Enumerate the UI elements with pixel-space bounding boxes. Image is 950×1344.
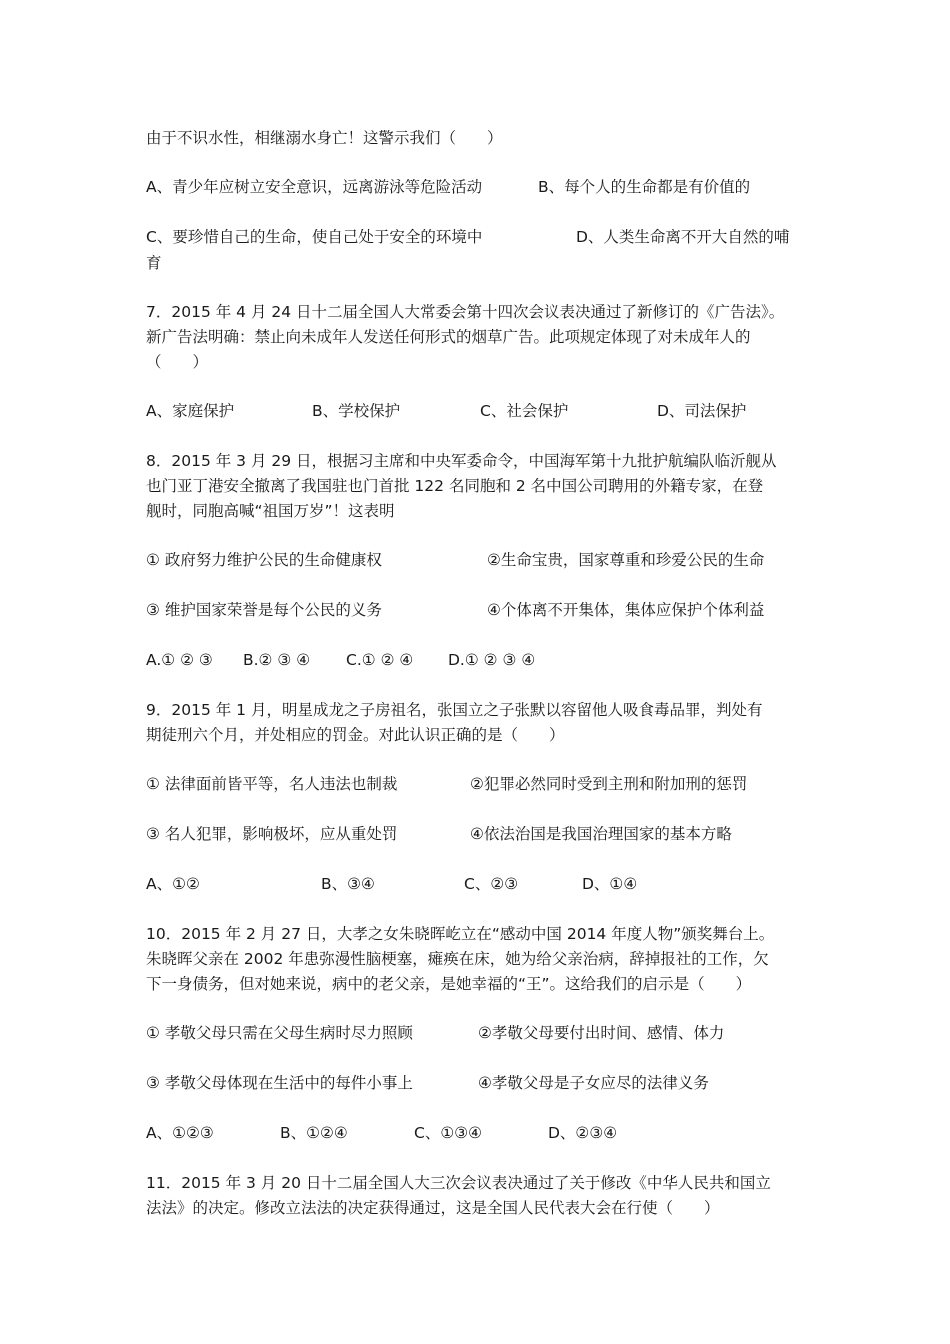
question-8-option-d[interactable]: D.① ② ③ ④ <box>448 651 536 669</box>
question-8-statement-4: ④个体离不开集体，集体应保护个体利益 <box>487 601 765 619</box>
question-10-option-d[interactable]: D、②③④ <box>548 1124 618 1142</box>
question-9-option-a[interactable]: A、①② <box>146 875 200 893</box>
question-10-statement-3: ③ 孝敬父母体现在生活中的每件小事上 <box>146 1074 413 1092</box>
question-8-stem-line-1: 8．2015 年 3 月 29 日，根据习主席和中央军委命令，中国海军第十九批护航编队临沂舰从 <box>146 452 777 470</box>
question-6-option-d-continuation: 育 <box>146 254 162 272</box>
question-8-option-a[interactable]: A.① ② ③ <box>146 651 213 669</box>
question-9-stem-line-2: 期徒刑六个月，并处相应的罚金。对此认识正确的是（ ） <box>146 726 565 744</box>
question-8-statement-1: ① 政府努力维护公民的生命健康权 <box>146 551 382 569</box>
question-11-stem-line-1: 11．2015 年 3 月 20 日十二届全国人大三次会议表决通过了关于修改《中华人民共和国立 <box>146 1174 771 1192</box>
question-7-option-a[interactable]: A、家庭保护 <box>146 402 235 420</box>
question-9-option-b[interactable]: B、③④ <box>321 875 375 893</box>
question-9-statement-1: ① 法律面前皆平等，名人违法也制裁 <box>146 775 398 793</box>
question-8-option-c[interactable]: C.① ② ④ <box>346 651 414 669</box>
question-9-statement-2: ②犯罪必然同时受到主刑和附加刑的惩罚 <box>470 775 748 793</box>
question-10-option-a[interactable]: A、①②③ <box>146 1124 214 1142</box>
question-10-statement-4: ④孝敬父母是子女应尽的法律义务 <box>478 1074 709 1092</box>
question-10-option-b[interactable]: B、①②④ <box>280 1124 348 1142</box>
question-10-option-c[interactable]: C、①③④ <box>414 1124 483 1142</box>
question-10-stem-line-1: 10．2015 年 2 月 27 日，大孝之女朱晓晖屹立在“感动中国 2014 年度人物”颁奖舞台上。 <box>146 925 775 943</box>
question-9-statement-4: ④依法治国是我国治理国家的基本方略 <box>470 825 732 843</box>
question-6-option-b[interactable]: B、每个人的生命都是有价值的 <box>538 178 751 196</box>
question-9-option-d[interactable]: D、①④ <box>582 875 638 893</box>
question-7-option-c[interactable]: C、社会保护 <box>480 402 569 420</box>
question-7-option-b[interactable]: B、学校保护 <box>312 402 401 420</box>
question-6-stem-tail: 由于不识水性，相继溺水身亡！这警示我们（ ） <box>146 129 503 147</box>
question-9-option-c[interactable]: C、②③ <box>464 875 519 893</box>
question-7-stem-line-3: （ ） <box>146 353 209 371</box>
question-8-stem-line-3: 舰时，同胞高喊“祖国万岁”！这表明 <box>146 502 395 520</box>
question-8-statement-3: ③ 维护国家荣誉是每个公民的义务 <box>146 601 382 619</box>
question-10-stem-line-2: 朱晓晖父亲在 2002 年患弥漫性脑梗塞，瘫痪在床，她为给父亲治病，辞掉报社的工作，欠 <box>146 950 769 968</box>
question-6-option-c[interactable]: C、要珍惜自己的生命，使自己处于安全的环境中 <box>146 228 483 246</box>
question-6-option-d[interactable]: D、人类生命离不开大自然的哺 <box>576 228 790 246</box>
question-9-statement-3: ③ 名人犯罪，影响极坏，应从重处罚 <box>146 825 398 843</box>
question-10-statement-1: ① 孝敬父母只需在父母生病时尽力照顾 <box>146 1024 413 1042</box>
question-6-option-a[interactable]: A、青少年应树立安全意识，远离游泳等危险活动 <box>146 178 483 196</box>
question-10-statement-2: ②孝敬父母要付出时间、感情、体力 <box>478 1024 725 1042</box>
question-7-option-d[interactable]: D、司法保护 <box>657 402 747 420</box>
question-10-stem-line-3: 下一身债务，但对她来说，病中的老父亲，是她幸福的“王”。这给我们的启示是（ ） <box>146 975 752 993</box>
question-7-stem-line-1: 7．2015 年 4 月 24 日十二届全国人大常委会第十四次会议表决通过了新修订的《广告法》。 <box>146 303 785 321</box>
question-8-stem-line-2: 也门亚丁港安全撤离了我国驻也门首批 122 名同胞和 2 名中国公司聘用的外籍专家，在登 <box>146 477 764 495</box>
question-9-stem-line-1: 9．2015 年 1 月，明星成龙之子房祖名，张国立之子张默以容留他人吸食毒品罪，判处有 <box>146 701 763 719</box>
question-8-statement-2: ②生命宝贵，国家尊重和珍爱公民的生命 <box>487 551 765 569</box>
question-7-stem-line-2: 新广告法明确：禁止向未成年人发送任何形式的烟草广告。此项规定体现了对未成年人的 <box>146 328 751 346</box>
question-11-stem-line-2: 法法》的决定。修改立法法的决定获得通过，这是全国人民代表大会在行使（ ） <box>146 1199 720 1217</box>
question-8-option-b[interactable]: B.② ③ ④ <box>243 651 311 669</box>
